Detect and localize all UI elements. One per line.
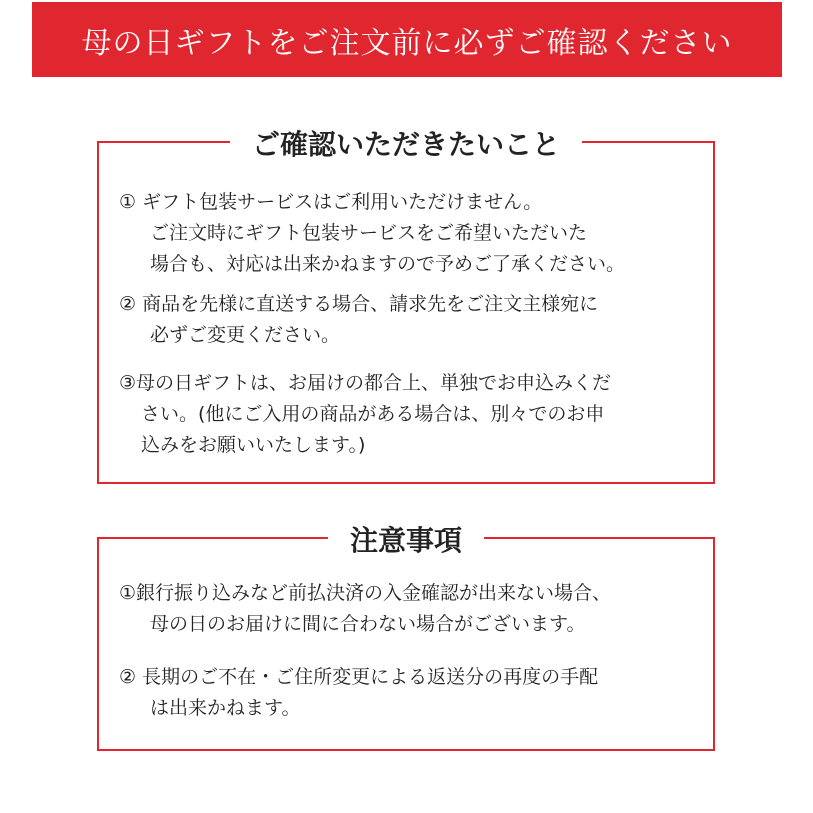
caution-item-1-line-1: ①銀行振り込みなど前払決済の入金確認が出来ない場合、: [119, 582, 612, 604]
caution-item-1: [119, 578, 699, 640]
caution-section: [97, 524, 715, 751]
caution-heading: 注意事項: [328, 519, 484, 559]
confirm-item-2-line-2: 必ずご変更ください。: [150, 324, 341, 346]
confirm-item-1: [119, 187, 699, 280]
confirm-item-2-line-1: ② 商品を先様に直送する場合、請求先をご注文主様宛に: [119, 293, 599, 315]
confirm-item-3: [119, 368, 699, 461]
confirm-section: [97, 128, 715, 484]
banner-title: 母の日ギフトをご注文前に必ずご確認ください: [81, 25, 733, 61]
confirm-item-3-line-3: 込みをお願いいたします。): [141, 434, 366, 456]
confirm-heading: ご確認いただきたいこと: [230, 123, 582, 163]
confirm-item-3-line-2: さい。(他にご入用の商品がある場合は、別々でのお申: [141, 403, 605, 425]
confirm-item-2: [119, 289, 699, 351]
confirm-item-1-line-3: 場合も、対応は出来かねますので予めご了承ください。: [150, 253, 626, 275]
header-banner: [32, 2, 782, 77]
confirm-item-1-line-1: ① ギフト包装サービスはご利用いただけません。: [119, 191, 543, 213]
caution-item-2-line-1: ② 長期のご不在・ご住所変更による返送分の再度の手配: [119, 666, 599, 688]
caution-item-1-line-2: 母の日のお届けに間に合わない場合がございます。: [150, 613, 586, 635]
caution-item-2-line-2: は出来かねます。: [150, 697, 301, 719]
confirm-item-3-line-1: ③母の日ギフトは、お届けの都合上、単独でお申込みくだ: [119, 372, 612, 394]
caution-item-2: [119, 662, 699, 724]
confirm-item-1-line-2: ご注文時にギフト包装サービスをご希望いただいた: [150, 222, 588, 244]
